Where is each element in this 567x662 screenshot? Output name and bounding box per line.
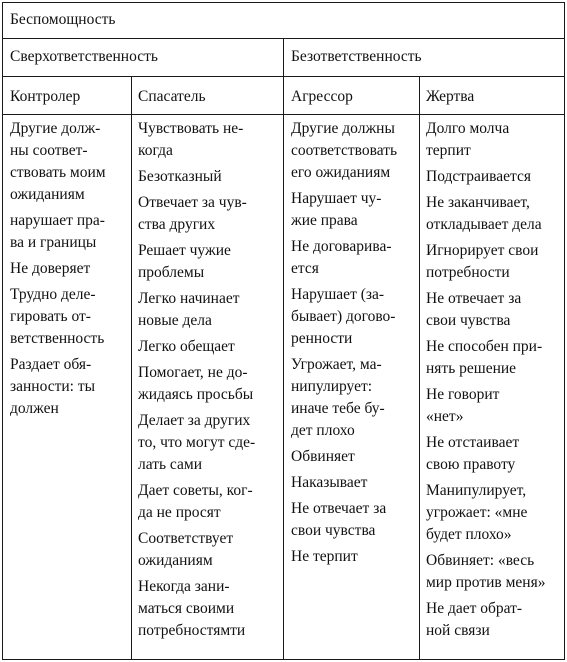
list-item-line: должен — [10, 400, 59, 417]
list-item — [138, 118, 255, 162]
list-item — [138, 410, 255, 476]
list-item-line: новые дела — [138, 312, 212, 329]
table-border-left — [2, 2, 3, 660]
list-item — [138, 362, 255, 406]
column-separator-1 — [131, 76, 132, 660]
list-item-line: Не способен при- — [426, 338, 543, 355]
list-item-line: Другие долж- — [10, 120, 101, 137]
list-item-line: то, что могут сде- — [138, 434, 256, 451]
list-item-line: Подстраивается — [426, 168, 531, 185]
list-item-line: ва и границы — [10, 234, 97, 251]
list-item — [426, 118, 545, 162]
list-item-line: Обвиняет — [291, 448, 355, 465]
list-item-line: Помогает, не до- — [138, 364, 248, 381]
list-item — [10, 210, 106, 254]
table-border-right — [564, 2, 565, 660]
list-item — [138, 166, 255, 188]
list-item-line: ны соответ- — [10, 142, 88, 159]
group-header-irresponsibility: Безответственность — [291, 48, 422, 65]
column-header-victim: Жертва — [426, 88, 475, 105]
list-item-line: потребности — [426, 264, 510, 281]
list-item-line: Безотказный — [138, 168, 222, 185]
list-item-line: Отвечает за чув- — [138, 194, 247, 211]
table-border-top — [2, 2, 565, 3]
list-item-line: Соответствует — [138, 530, 234, 547]
list-item-line: проблемы — [138, 264, 205, 281]
list-item — [291, 498, 397, 542]
list-item-line: Наказывает — [291, 474, 368, 491]
list-item-line: Не договарива- — [291, 238, 392, 255]
list-item — [426, 288, 545, 332]
list-item-line: Долго молча — [426, 120, 510, 137]
list-item-line: угрожает: «мне — [426, 504, 528, 521]
list-item-line: ется — [291, 260, 319, 277]
list-item-line: ренности — [291, 330, 353, 347]
list-item-line: Раздает обя- — [10, 356, 92, 373]
list-item-line: Не отвечает за — [426, 290, 522, 307]
list-item-line: занности: ты — [10, 378, 96, 395]
list-item — [426, 480, 545, 546]
column-header-rescuer: Спасатель — [138, 88, 206, 105]
column-rescuer-cell — [138, 118, 255, 646]
list-item-line: его ожиданиям — [291, 164, 391, 181]
list-item-line: свои чувства — [291, 522, 376, 539]
list-item-line: иначе тебе бу- — [291, 400, 385, 417]
column-header-aggressor: Агрессор — [291, 88, 353, 105]
list-item — [291, 236, 397, 280]
list-item-line: Угрожает, ма- — [291, 356, 382, 373]
list-item-line: жие права — [291, 212, 358, 229]
list-item-line: будет плохо» — [426, 526, 512, 543]
list-item-line: Чувствовать не- — [138, 120, 244, 137]
list-item — [138, 240, 255, 284]
list-item-line: дет плохо — [291, 422, 355, 439]
list-item — [138, 528, 255, 572]
list-item — [291, 118, 397, 184]
list-item — [138, 576, 255, 642]
list-item — [291, 472, 397, 494]
list-item-line: Дает советы, ког- — [138, 482, 253, 499]
list-item-line: Трудно деле- — [10, 286, 96, 303]
list-item-line: Не говорит — [426, 386, 500, 403]
list-item-line: Манипулирует, — [426, 482, 527, 499]
list-item-line: маться своими — [138, 600, 235, 617]
list-item — [10, 354, 106, 420]
list-item-line: свои чувства — [426, 312, 511, 329]
list-item — [426, 384, 545, 428]
list-item-line: Не отстаивает — [426, 434, 520, 451]
list-item-line: Не дает обрат- — [426, 600, 523, 617]
list-item-line: Делает за других — [138, 412, 251, 429]
list-item-line: Другие должны — [291, 120, 395, 137]
list-item — [291, 354, 397, 442]
list-item-line: Нарушает чу- — [291, 190, 382, 207]
list-item — [138, 192, 255, 236]
table-title: Беспомощность — [10, 11, 116, 28]
column-separator-3 — [419, 76, 420, 660]
list-item-line: Не отвечает за — [291, 500, 387, 517]
list-item — [138, 288, 255, 332]
list-item-line: Игнорирует свои — [426, 242, 539, 259]
column-aggressor-cell — [291, 118, 397, 572]
list-item — [10, 118, 106, 206]
list-item-line: свою правоту — [426, 456, 516, 473]
list-item-line: жидаясь просьбы — [138, 386, 254, 403]
list-item-line: ветственность — [10, 330, 105, 347]
list-item-line: ожиданиям — [138, 552, 213, 569]
list-item-line: лать сами — [138, 456, 202, 473]
list-item — [426, 598, 545, 642]
list-item-line: ствовать моим — [10, 164, 106, 181]
list-item — [291, 446, 397, 468]
list-item-line: Обвиняет: «весь — [426, 552, 535, 569]
list-item-line: нипулирует: — [291, 378, 373, 395]
column-controller-cell — [10, 118, 106, 424]
list-item-line: нарушает пра- — [10, 212, 105, 229]
list-item-line: Решает чужие — [138, 242, 231, 259]
group-header-over-responsibility: Сверхответственность — [10, 48, 158, 65]
list-item — [426, 240, 545, 284]
list-item-line: соответствовать — [291, 142, 398, 159]
list-item-line: терпит — [426, 142, 471, 159]
group-separator — [283, 38, 284, 660]
list-item-line: нять решение — [426, 360, 517, 377]
list-item — [426, 336, 545, 380]
list-item-line: бывает) догово- — [291, 308, 396, 325]
list-item-line: ожиданиям — [10, 186, 85, 203]
list-item-line: откладывает дела — [426, 216, 542, 233]
list-item — [426, 550, 545, 594]
list-item — [138, 480, 255, 524]
list-item — [291, 188, 397, 232]
list-item-line: ства других — [138, 216, 216, 233]
list-item-line: мир против меня» — [426, 574, 546, 591]
list-item — [291, 546, 397, 568]
list-item — [291, 284, 397, 350]
list-item-line: Некогда зани- — [138, 578, 230, 595]
list-item — [10, 258, 106, 280]
list-item-line: Нарушает (за- — [291, 286, 385, 303]
list-item-line: потребностямти — [138, 622, 246, 639]
list-item — [426, 192, 545, 236]
list-item — [426, 432, 545, 476]
list-item-line: Не терпит — [291, 548, 358, 565]
list-item-line: да не просят — [138, 504, 221, 521]
list-item-line: Легко начинает — [138, 290, 240, 307]
list-item-line: ной связи — [426, 622, 490, 639]
list-item-line: когда — [138, 142, 173, 159]
column-victim-cell — [426, 118, 545, 646]
list-item-line: «нет» — [426, 408, 464, 425]
list-item-line: Легко обещает — [138, 338, 235, 355]
list-item-line: Не доверяет — [10, 260, 91, 277]
list-item-line: гировать от- — [10, 308, 91, 325]
list-item — [10, 284, 106, 350]
list-item-line: Не заканчивает, — [426, 194, 530, 211]
list-item — [138, 336, 255, 358]
list-item — [426, 166, 545, 188]
column-header-controller: Контролер — [10, 88, 81, 105]
